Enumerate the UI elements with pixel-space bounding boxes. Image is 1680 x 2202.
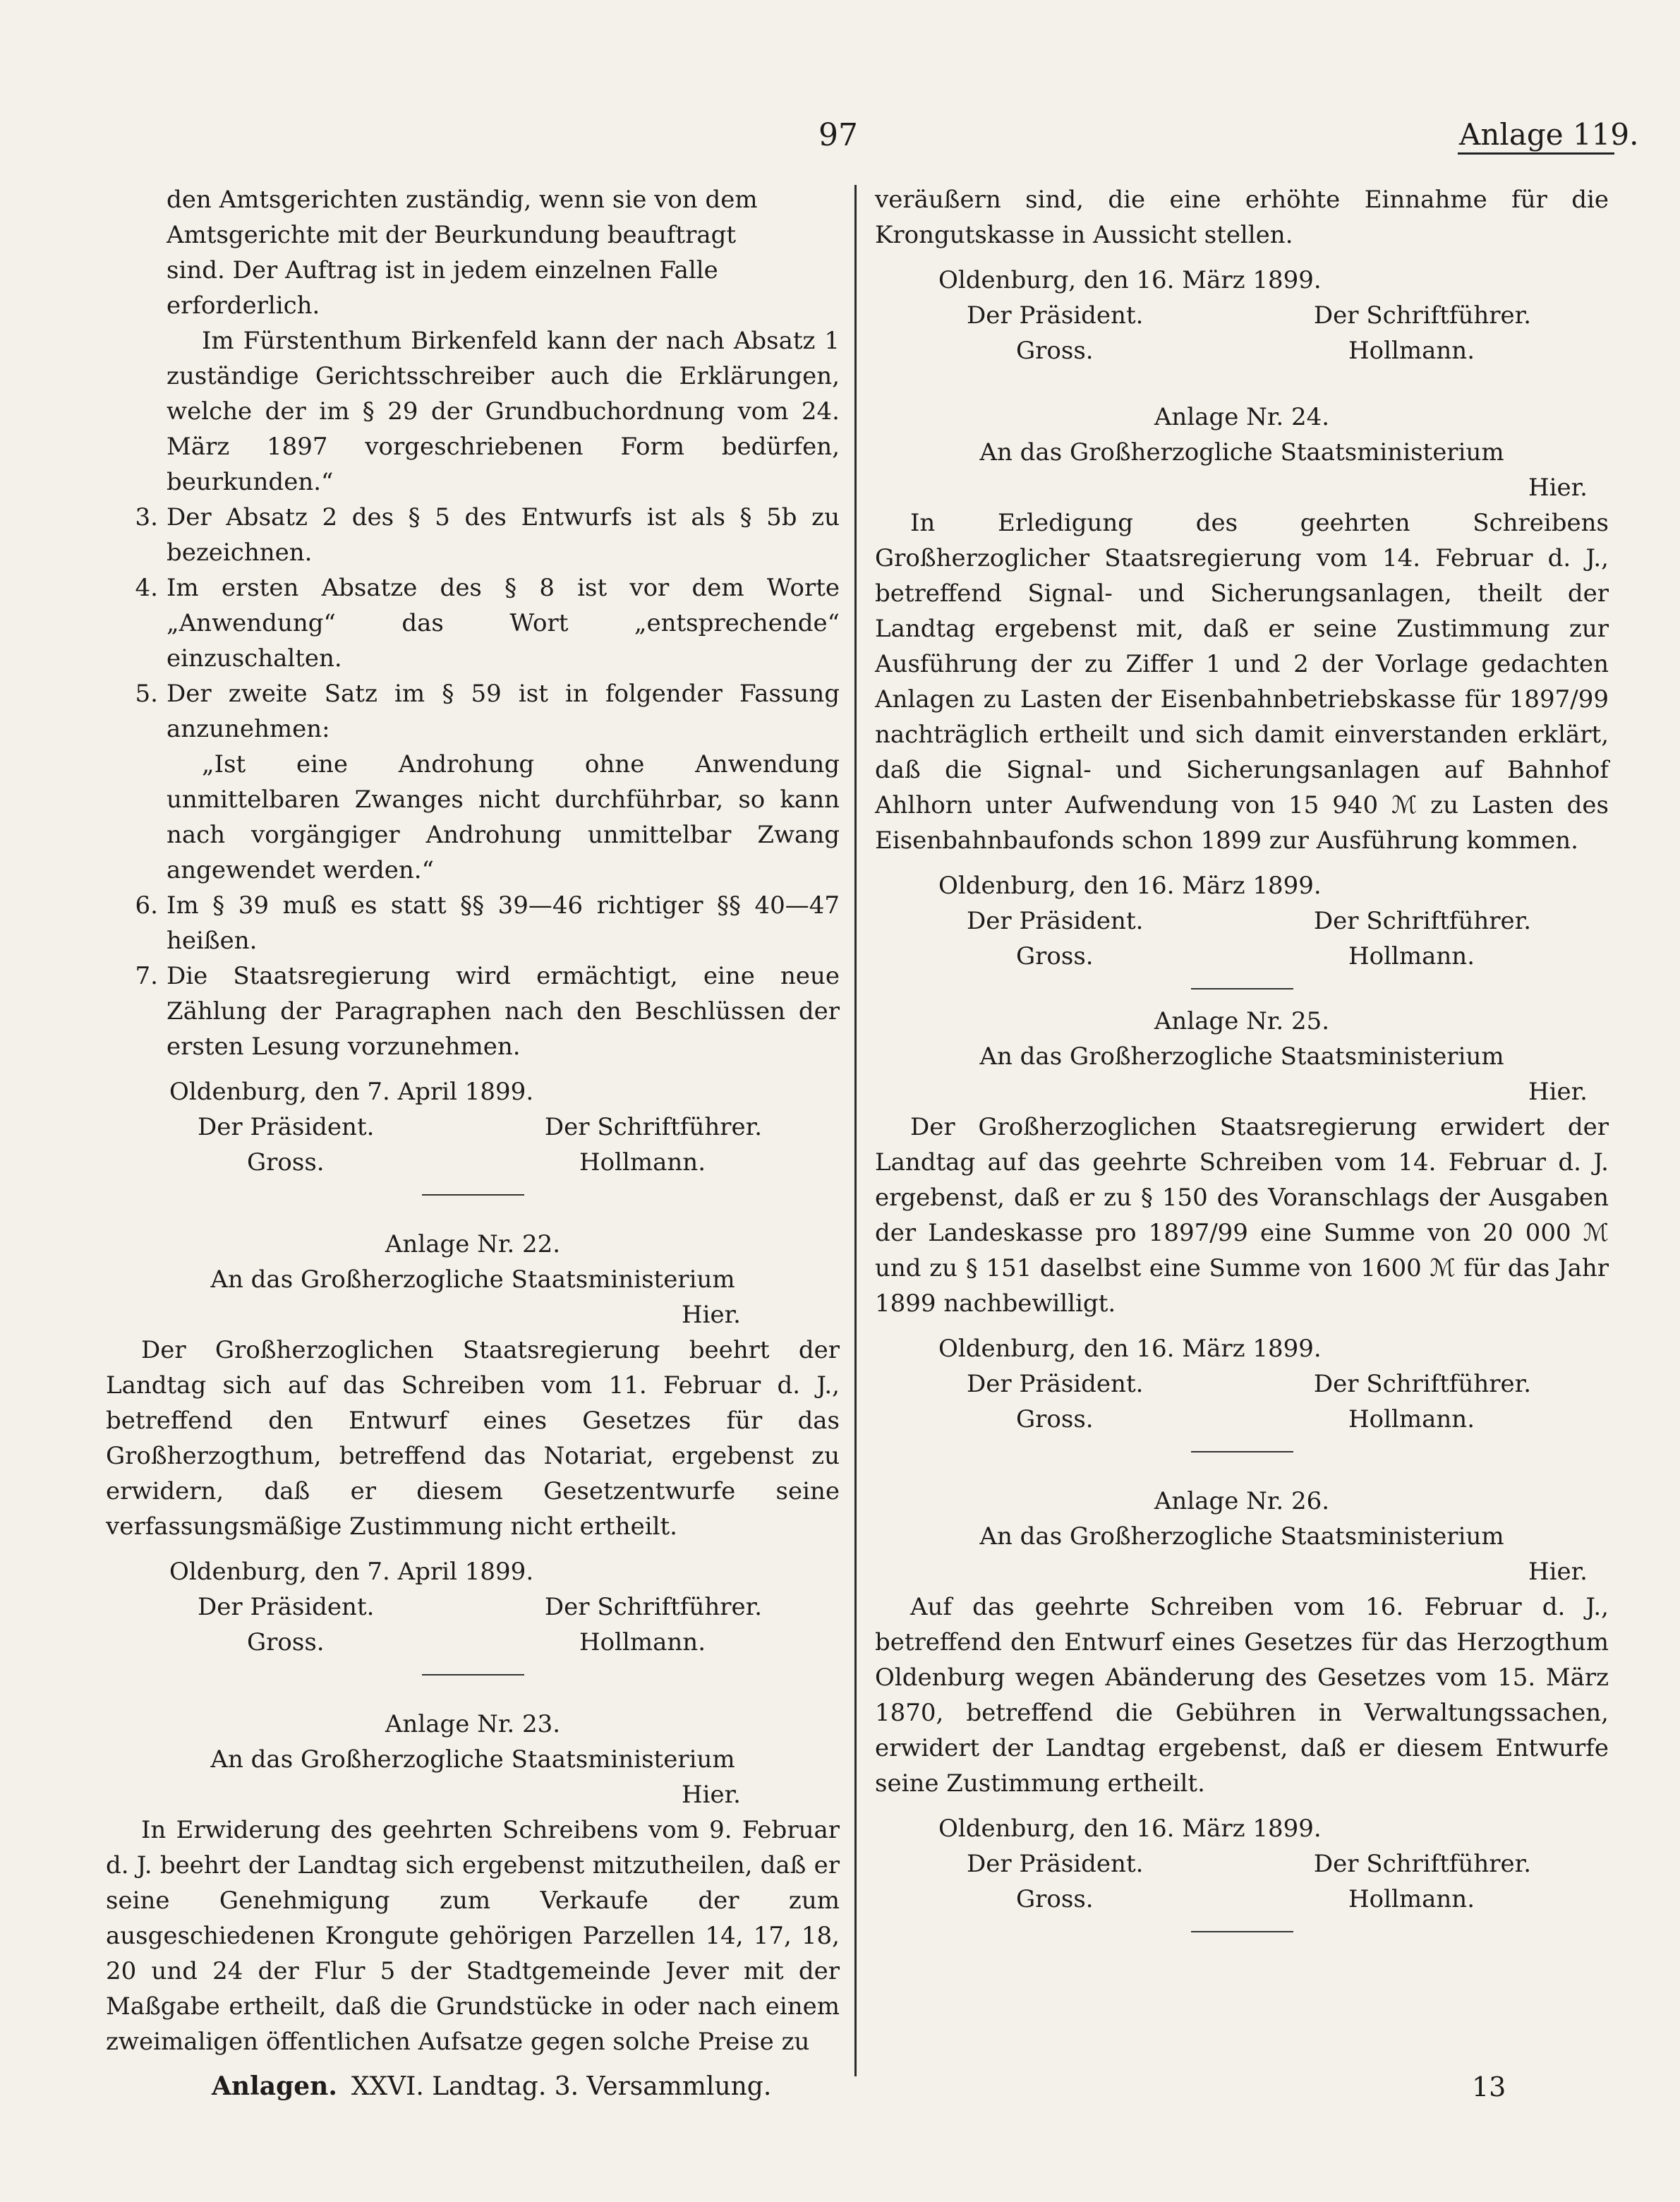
anlage-body: Der Großherzoglichen Staatsregierung erwidert der Landtag auf das geehrte Schreiben vom 14. Februar d. J. ergebenst, daß er zu § 150 des Voranschlags der Ausgaben der Landeskasse pro 1897/99 eine Summe von 20 000 ℳ und zu § 151 daselbst eine Summe von 1600 ℳ für das Jahr 1899 nachbewilligt. [875,1113,1609,1318]
president-name: Gross. [1016,1405,1094,1433]
anlage-body: In Erledigung des geehrten Schreibens Großherzoglicher Staatsregierung vom 14. Februar d. J., betreffend Signal- und Sicherungsanlagen, theilt der Landtag ergebenst mit, daß er seine Zustimmung zur Ausführung der zu Ziffer 1 und 2 der Vorlage gedachten Anlagen zu Lasten der Eisenbahnbetriebskasse für 1897/99 nachträglich ertheilt und sich damit einverstanden erklärt, daß die Signal- und Sicherungsanlagen auf Bahnhof Ahlhorn unter Aufwendung von 15 940 ℳ zu Lasten des Eisenbahnbaufonds schon 1899 zur Ausführung kommen. [875,509,1609,855]
date-line: Oldenburg, den 16. März 1899. [938,872,1322,900]
secretary-title: Der Schriftführer. [544,1593,762,1621]
president-name: Gross. [1016,942,1094,970]
sheet-number: 13 [1472,2071,1506,2102]
quoted-provision: „Ist eine Androhung ohne Anwendung unmittelbaren Zwanges nicht durchführbar, so kann nach vorgängiger Androhung unmittelbar Zwang angewendet werden.“ [167,750,840,884]
anlage-header: Anlage 119. [1459,117,1639,152]
signature-titles [875,298,1609,333]
left-column [106,182,840,2059]
continued-line-1: den Amtsgerichten zuständig, wenn sie von dem [167,186,758,214]
list-item [106,676,840,747]
secretary-name: Hollmann. [579,1148,706,1177]
footer-assembly: XXVI. Landtag. 3. Versammlung. [351,2072,772,2101]
list-item-text: Der zweite Satz im § 59 ist in folgender Fassung anzunehmen: [167,680,840,743]
list-item [106,888,840,958]
header-underline [1458,152,1614,155]
secretary-title: Der Schriftführer. [1313,1850,1531,1878]
address-line: An das Großherzogliche Staatsministerium [979,438,1504,467]
list-item [106,500,840,570]
continued-line-3: sind. Der Auftrag ist in jedem einzelnen Falle [167,256,718,284]
secretary-name: Hollmann. [1348,1405,1475,1433]
section-separator [1191,1451,1293,1452]
section-separator [1191,1931,1293,1932]
section-separator [1191,988,1293,989]
anlage-body: Der Großherzoglichen Staatsregierung beehrt der Landtag sich auf das Schreiben vom 11. Februar d. J., betreffend den Entwurf eines Gesetzes für das Großherzogthum, betreffend das Notariat, ergebenst zu erwidern, daß er diesem Gesetzentwurfe seine verfassungsmäßige Zustimmung nicht ertheilt. [106,1336,840,1541]
anlage-body: In Erwiderung des geehrten Schreibens vom 9. Februar d. J. beehrt der Landtag sich ergebenst mitzutheilen, daß er seine Genehmigung zum Verkaufe der zum ausgeschiedenen Krongute gehörigen Parzellen 14, 17, 18, 20 und 24 der Flur 5 der Stadtgemeinde Jever mit der Maßgabe ertheilt, daß die Grundstücke in oder nach einem zweimaligen öffentlichen Aufsatze gegen solche Preise zu [106,1816,840,2056]
anlage-title: Anlage Nr. 26. [1154,1487,1330,1515]
list-item-text: Im ersten Absatze des § 8 ist vor dem Worte „Anwendung“ das Wort „entsprechende“ einzuschalten. [167,574,840,673]
address-line: An das Großherzogliche Staatsministerium [979,1522,1504,1551]
date-line: Oldenburg, den 7. April 1899. [169,1078,534,1106]
signature-titles [875,1846,1609,1882]
address-line: An das Großherzogliche Staatsministerium [210,1265,735,1294]
anlage-title: Anlage Nr. 24. [1154,403,1330,431]
anlage-title: Anlage Nr. 22. [385,1230,561,1258]
president-title: Der Präsident. [198,1593,375,1621]
anlage-title: Anlage Nr. 25. [1154,1007,1330,1035]
president-title: Der Präsident. [967,907,1144,935]
address-line: An das Großherzogliche Staatsministerium [979,1042,1504,1071]
secretary-title: Der Schriftführer. [544,1113,762,1141]
secretary-name: Hollmann. [1348,942,1475,970]
hier-line: Hier. [1528,1078,1588,1106]
signature-names [875,333,1609,368]
signature-names [875,1882,1609,1917]
list-item-number: 3. [135,503,158,531]
list-item-text: Im § 39 muß es statt §§ 39—46 richtiger §§ 40—47 heißen. [167,891,840,955]
continued-line-2: Amtsgerichte mit der Beurkundung beauftragt [167,221,737,249]
signature-titles [875,903,1609,939]
section-separator [422,1674,524,1675]
page-number: 97 [818,117,858,153]
column-divider [854,185,857,2076]
date-line: Oldenburg, den 16. März 1899. [938,1815,1322,1843]
hier-line: Hier. [1528,474,1588,502]
president-name: Gross. [1016,1885,1094,1913]
president-title: Der Präsident. [967,301,1144,330]
date-line: Oldenburg, den 7. April 1899. [169,1558,534,1586]
signature-names [875,1402,1609,1437]
secretary-name: Hollmann. [1348,1885,1475,1913]
hier-line: Hier. [682,1781,741,1809]
signature-names [106,1145,840,1180]
list-item [106,958,840,1064]
list-item-number: 7. [135,962,158,990]
signature-names [106,1625,840,1660]
list-item-text: Der Absatz 2 des § 5 des Entwurfs ist als § 5b zu bezeichnen. [167,503,840,567]
continued-line-4: erforderlich. [167,291,320,320]
president-title: Der Präsident. [967,1850,1144,1878]
signature-titles [106,1109,840,1145]
list-item-number: 5. [135,680,158,708]
hier-line: Hier. [682,1301,741,1329]
secretary-name: Hollmann. [579,1628,706,1656]
list-item [106,570,840,676]
signature-names [875,939,1609,974]
address-line: An das Großherzogliche Staatsministerium [210,1745,735,1774]
footer-signature [212,2071,771,2101]
list-item-text: Die Staatsregierung wird ermächtigt, eine neue Zählung der Paragraphen nach den Beschlüssen der ersten Lesung vorzunehmen. [167,962,840,1061]
secretary-title: Der Schriftführer. [1313,1370,1531,1398]
anlage-title: Anlage Nr. 23. [385,1710,561,1738]
footer-anlagen: Anlagen. [212,2071,337,2101]
date-line: Oldenburg, den 16. März 1899. [938,1335,1322,1363]
president-name: Gross. [247,1628,325,1656]
president-name: Gross. [1016,337,1094,365]
signature-titles [875,1366,1609,1402]
date-line: Oldenburg, den 16. März 1899. [938,266,1322,294]
secretary-title: Der Schriftführer. [1313,301,1531,330]
signature-titles [106,1589,840,1625]
president-name: Gross. [247,1148,325,1177]
secretary-title: Der Schriftführer. [1313,907,1531,935]
continued-paragraph: veräußern sind, die eine erhöhte Einnahme für die Krongutskasse in Aussicht stellen. [875,186,1609,249]
section-separator [422,1194,524,1196]
list-item-number: 4. [135,574,158,602]
birkenfeld-paragraph: Im Fürstenthum Birkenfeld kann der nach Absatz 1 zuständige Gerichtsschreiber auch die Erklärungen, welche der im § 29 der Grundbuchordnung vom 24. März 1897 vorgeschriebenen Form bedürfen, beurkunden.“ [167,327,840,496]
hier-line: Hier. [1528,1558,1588,1586]
right-column [875,182,1609,1947]
president-title: Der Präsident. [198,1113,375,1141]
president-title: Der Präsident. [967,1370,1144,1398]
anlage-body: Auf das geehrte Schreiben vom 16. Februar d. J., betreffend den Entwurf eines Gesetzes für das Herzogthum Oldenburg wegen Abänderung des Gesetzes vom 15. März 1870, betreffend die Gebühren in Verwaltungssachen, erwidert der Landtag ergebenst, daß er diesem Entwurfe seine Zustimmung ertheilt. [875,1593,1609,1798]
list-item-number: 6. [135,891,158,920]
secretary-name: Hollmann. [1348,337,1475,365]
